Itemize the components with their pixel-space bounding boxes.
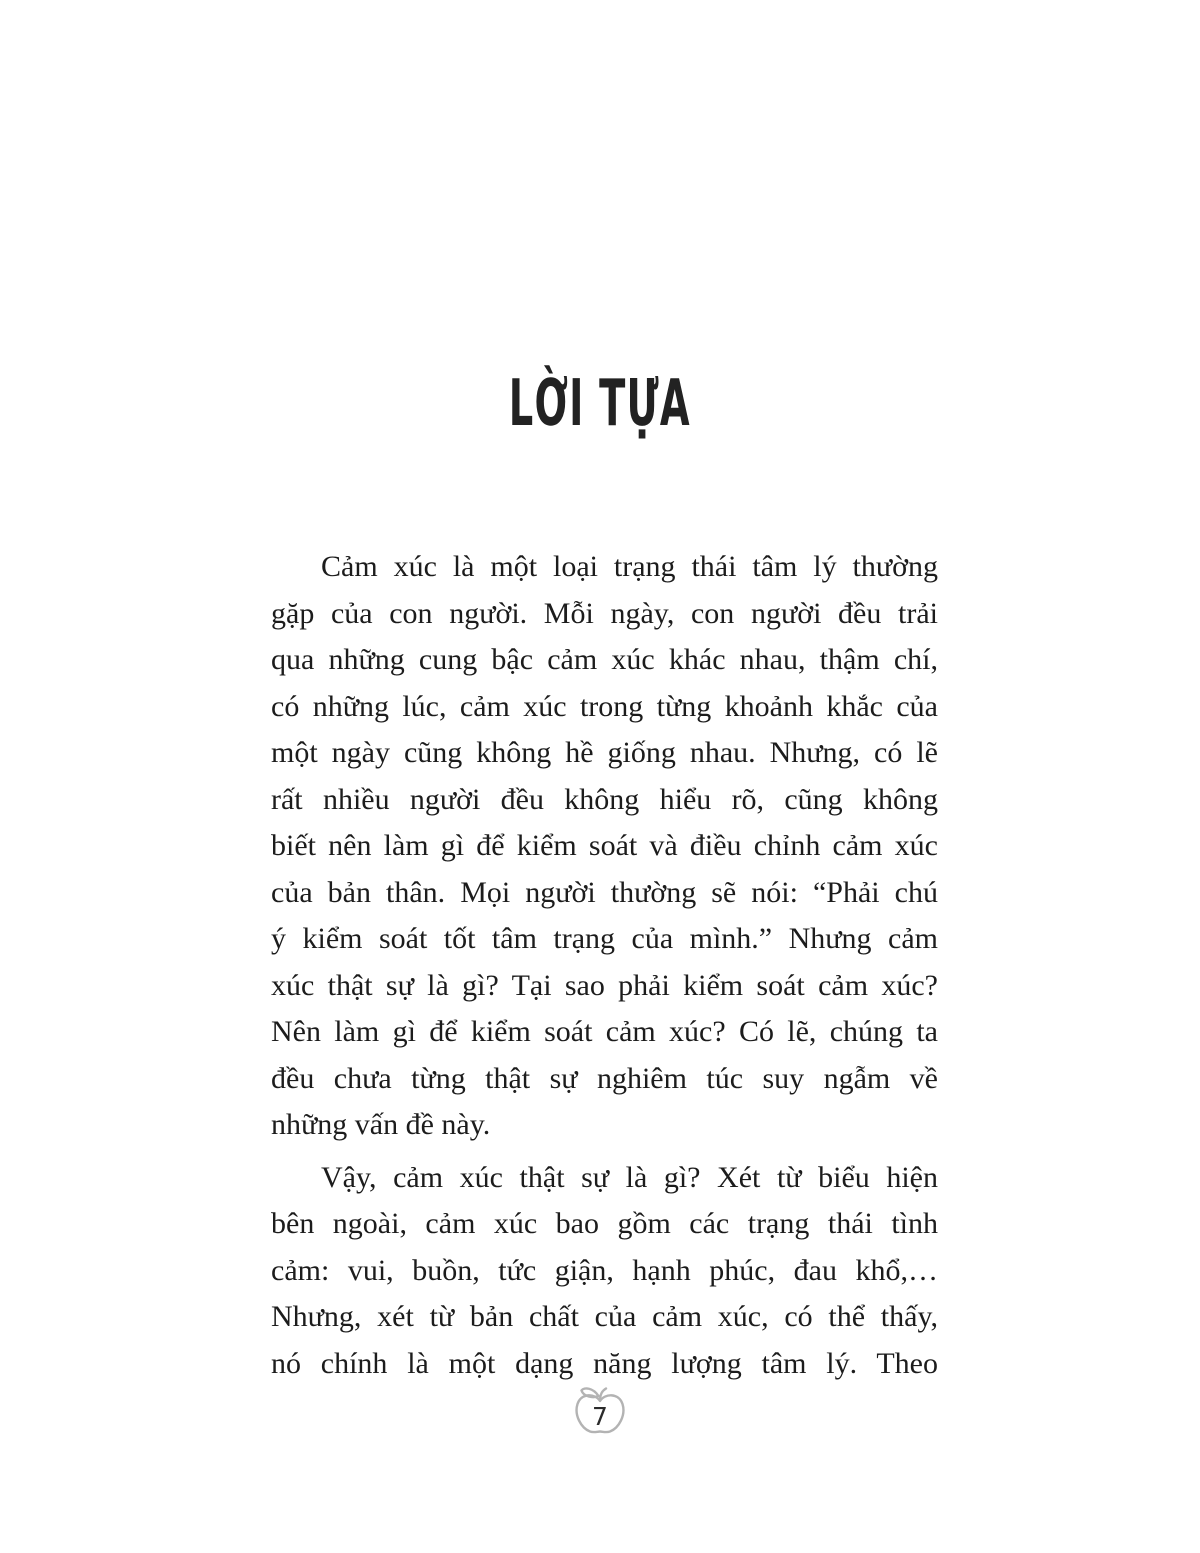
chapter-heading	[0, 367, 1200, 441]
text-line: biết nên làm gì để kiểm soát và điều chỉnh cảm xúc	[271, 829, 938, 862]
page-footer	[0, 1384, 1200, 1442]
text-line: có những lúc, cảm xúc trong từng khoảnh khắc của	[271, 689, 938, 723]
text-line: ý kiểm soát tốt tâm trạng của mình.” Nhưng cảm	[271, 922, 938, 955]
text-line: Vậy, cảm xúc thật sự là gì? Xét từ biểu hiện	[321, 1160, 938, 1194]
text-line: bên ngoài, cảm xúc bao gồm các trạng thái tình	[271, 1207, 938, 1240]
text-line: đều chưa từng thật sự nghiêm túc suy ngẫm về	[271, 1061, 938, 1095]
text-line: Cảm xúc là một loại trạng thái tâm lý thường	[321, 550, 938, 583]
paragraph	[271, 1155, 938, 1388]
text-line: cảm: vui, buồn, tức giận, hạnh phúc, đau khổ,…	[271, 1253, 938, 1287]
page-number-badge	[569, 1384, 631, 1442]
text-line: Nên làm gì để kiểm soát cảm xúc? Có lẽ, chúng ta	[271, 1015, 938, 1048]
text-line: những vấn đề này.	[271, 1108, 491, 1141]
body-text	[271, 544, 938, 1387]
text-line: rất nhiều người đều không hiểu rõ, cũng không	[271, 782, 938, 816]
paragraph	[271, 544, 938, 1149]
text-line: một ngày cũng không hề giống nhau. Nhưng, có lẽ	[271, 736, 938, 769]
text-line: qua những cung bậc cảm xúc khác nhau, thậm chí,	[271, 643, 938, 676]
text-line: nó chính là một dạng năng lượng tâm lý. Theo	[271, 1346, 938, 1380]
text-line: xúc thật sự là gì? Tại sao phải kiểm soát cảm xúc?	[271, 968, 938, 1002]
text-line: Nhưng, xét từ bản chất của cảm xúc, có thể thấy,	[271, 1300, 938, 1333]
page-title: LỜI TỰA	[508, 367, 692, 441]
text-line: gặp của con người. Mỗi ngày, con người đều trải	[271, 596, 938, 630]
text-line: của bản thân. Mọi người thường sẽ nói: “Phải chú	[271, 875, 938, 909]
page-number: 7	[592, 1402, 608, 1431]
